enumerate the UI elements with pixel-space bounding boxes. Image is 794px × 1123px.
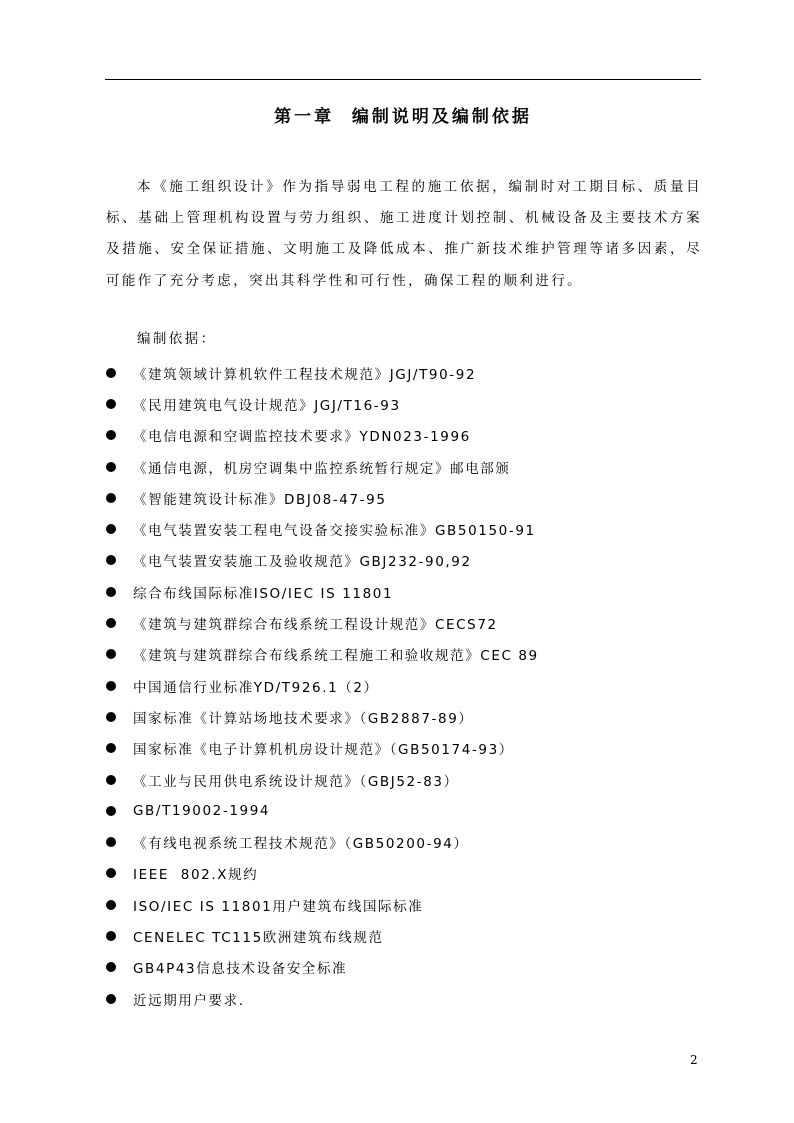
- list-item-text: ISO/IEC IS 11801用户建筑布线国际标准: [133, 898, 424, 915]
- bullet-icon: [106, 555, 116, 565]
- list-item: [106, 983, 702, 1014]
- bullet-icon: [106, 806, 116, 816]
- list-item: [106, 420, 702, 451]
- list-item-text: GB4P43信息技术设备安全标准: [133, 961, 348, 978]
- bullet-icon: [106, 837, 116, 847]
- bullet-icon: [106, 399, 116, 409]
- list-item-text: 中国通信行业标准YD/T926.1（2）: [133, 679, 379, 696]
- list-item: [106, 764, 702, 795]
- basis-label: 编制依据：: [137, 331, 217, 347]
- bullet-icon: [106, 430, 116, 440]
- list-item-text: 《建筑领域计算机软件工程技术规范》JGJ/T90-92: [133, 366, 477, 383]
- list-item: [106, 357, 702, 388]
- list-item-text: 《民用建筑电气设计规范》JGJ/T16-93: [133, 397, 401, 414]
- list-item-text: 《建筑与建筑群综合布线系统工程施工和验收规范》CEC 89: [133, 648, 539, 665]
- bullet-icon: [106, 493, 116, 503]
- list-item: [106, 545, 702, 576]
- list-item: [106, 920, 702, 951]
- list-item-text: 《工业与民用供电系统设计规范》（GBJ52-83）: [133, 773, 459, 790]
- chapter-title: 第一章 编制说明及编制依据: [274, 107, 532, 127]
- bullet-icon: [106, 712, 116, 722]
- list-item: [106, 639, 702, 670]
- list-item-text: 《电气装置安装工程电气设备交接实验标准》GB50150-91: [133, 523, 536, 540]
- bullet-icon: [106, 962, 116, 972]
- list-item: [106, 701, 702, 732]
- bullet-icon: [106, 931, 116, 941]
- page-number: 2: [690, 1053, 698, 1067]
- bullet-icon: [106, 368, 116, 378]
- bullet-icon: [106, 743, 116, 753]
- basis-list: [106, 357, 702, 1014]
- bullet-icon: [106, 681, 116, 691]
- list-item: [106, 670, 702, 701]
- bullet-icon: [106, 868, 116, 878]
- bullet-icon: [106, 775, 116, 785]
- list-item-text: 近远期用户要求.: [133, 992, 245, 1009]
- list-item: [106, 482, 702, 513]
- list-item-text: IEEE 802.X规约: [133, 867, 259, 884]
- list-item-text: 《建筑与建筑群综合布线系统工程设计规范》CECS72: [133, 617, 498, 634]
- list-item-text: CENELEC TC115欧洲建筑布线规范: [133, 929, 384, 946]
- list-item: [106, 733, 702, 764]
- list-item-text: 国家标准《计算站场地技术要求》（GB2887-89）: [133, 710, 474, 727]
- list-item: [106, 826, 702, 857]
- list-item-text: 《有线电视系统工程技术规范》（GB50200-94）: [133, 836, 469, 853]
- list-item-text: GB/T19002-1994: [133, 802, 271, 819]
- list-item: [106, 388, 702, 419]
- list-item: [106, 513, 702, 544]
- header-rule: [105, 79, 701, 80]
- list-item: [106, 952, 702, 983]
- bullet-icon: [106, 462, 116, 472]
- list-item-text: 综合布线国际标准ISO/IEC IS 11801: [133, 585, 394, 602]
- bullet-icon: [106, 618, 116, 628]
- list-item: [106, 576, 702, 607]
- list-item: [106, 889, 702, 920]
- bullet-icon: [106, 649, 116, 659]
- list-item: [106, 858, 702, 889]
- bullet-icon: [106, 587, 116, 597]
- bullet-icon: [106, 900, 116, 910]
- list-item-text: 《电信电源和空调监控技术要求》YDN023-1996: [133, 429, 471, 446]
- list-item: [106, 451, 702, 482]
- intro-paragraph: 本《施工组织设计》作为指导弱电工程的施工依据，编制时对工期目标、质量目标、基础上管理机构设置与劳力组织、施工进度计划控制、机械设备及主要技术方案及措施、安全保证措施、文明施工及降低成本、推广新技术维护管理等诸多因素，尽可能作了充分考虑，突出其科学性和可行性，确保工程的顺利进行。: [106, 179, 702, 289]
- bullet-icon: [106, 994, 116, 1004]
- list-item-text: 《智能建筑设计标准》DBJ08-47-95: [133, 491, 387, 508]
- bullet-icon: [106, 524, 116, 534]
- list-item: [106, 607, 702, 638]
- list-item-text: 《通信电源，机房空调集中监控系统暂行规定》邮电部颁: [133, 460, 511, 477]
- list-item: [106, 795, 702, 826]
- list-item-text: 国家标准《电子计算机机房设计规范》（GB50174-93）: [133, 742, 514, 759]
- list-item-text: 《电气装置安装施工及验收规范》GBJ232-90,92: [133, 554, 472, 571]
